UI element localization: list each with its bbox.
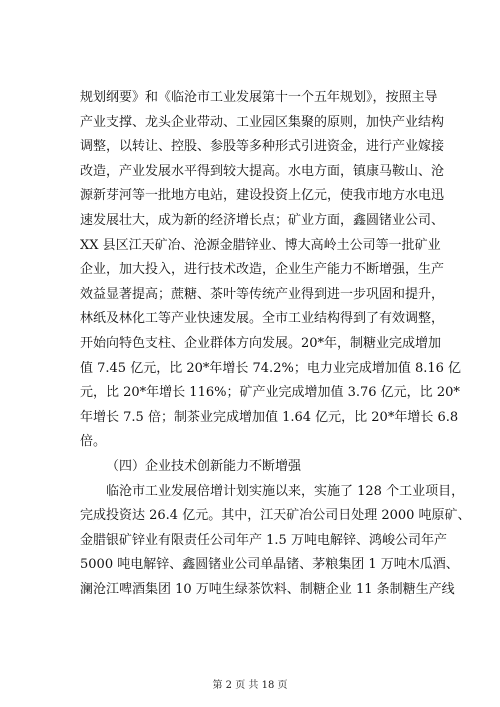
text-line: 速发展壮大，成为新的经济增长点；矿业方面，鑫圆锗业公司、 bbox=[80, 212, 445, 228]
text-line: 效益显著提高；蔗糖、茶叶等传统产业得到进一步巩固和提升， bbox=[80, 286, 445, 302]
text-line: 5000 吨电解锌、鑫圆锗业公司单晶锗、茅粮集团 1 万吨木瓜酒、 bbox=[80, 557, 459, 573]
text-line: 林纸及林化工等产业快速发展。全市工业结构得到了有效调整， bbox=[80, 311, 445, 327]
text-line: XX 县区江天矿冶、沧源金腊锌业、博大高岭土公司等一批矿业 bbox=[80, 237, 441, 253]
text-line: 完成投资达 26.4 亿元。其中，江天矿冶公司日处理 2000 吨原矿、 bbox=[80, 508, 471, 524]
text-line: 金腊银矿锌业有限责任公司年产 1.5 万吨电解锌、鸿峻公司年产 bbox=[80, 532, 447, 548]
text-line: 改造，产业发展水平得到较大提高。水电方面，镇康马鞍山、沧 bbox=[80, 163, 445, 179]
text-line: 倍。 bbox=[80, 434, 107, 450]
text-line: 澜沧江啤酒集团 10 万吨生绿茶饮料、制糖企业 11 条制糖生产线 bbox=[80, 581, 455, 597]
text-line: 规划纲要》和《临沧市工业发展第十一个五年规划》，按照主导 bbox=[80, 90, 438, 105]
text-line: 值 7.45 亿元，比 20*年增长 74.2%；电力业完成增加值 8.16 亿 bbox=[80, 360, 462, 376]
text-line: 元，比 20*年增长 116%；矿产业完成增加值 3.76 亿元，比 20* bbox=[80, 385, 460, 401]
body-text bbox=[80, 86, 471, 602]
text-line: 年增长 7.5 倍；制茶业完成增加值 1.64 亿元，比 20*年增长 6.8 bbox=[80, 409, 459, 425]
text-line: 源新芽河等一批地方电站，建设投资上亿元，使我市地方水电迅 bbox=[80, 188, 445, 204]
section-heading: （四）企业技术创新能力不断增强 bbox=[106, 458, 302, 474]
text-line: 产业支撑、龙头企业带动、工业园区集聚的原则，加快产业结构 bbox=[80, 114, 445, 130]
page-footer: 第 2 页 共 18 页 bbox=[212, 680, 288, 691]
text-line: 调整，以转让、控股、参股等多种形式引进资金，进行产业嫁接 bbox=[80, 139, 445, 155]
text-line: 企业，加大投入，进行技术改造，企业生产能力不断增强，生产 bbox=[80, 262, 445, 278]
text-line: 临沧市工业发展倍增计划实施以来，实施了 128 个工业项目， bbox=[106, 483, 465, 499]
text-line: 开始向特色支柱、企业群体方向发展。20*年，制糖业完成增加 bbox=[80, 335, 442, 351]
